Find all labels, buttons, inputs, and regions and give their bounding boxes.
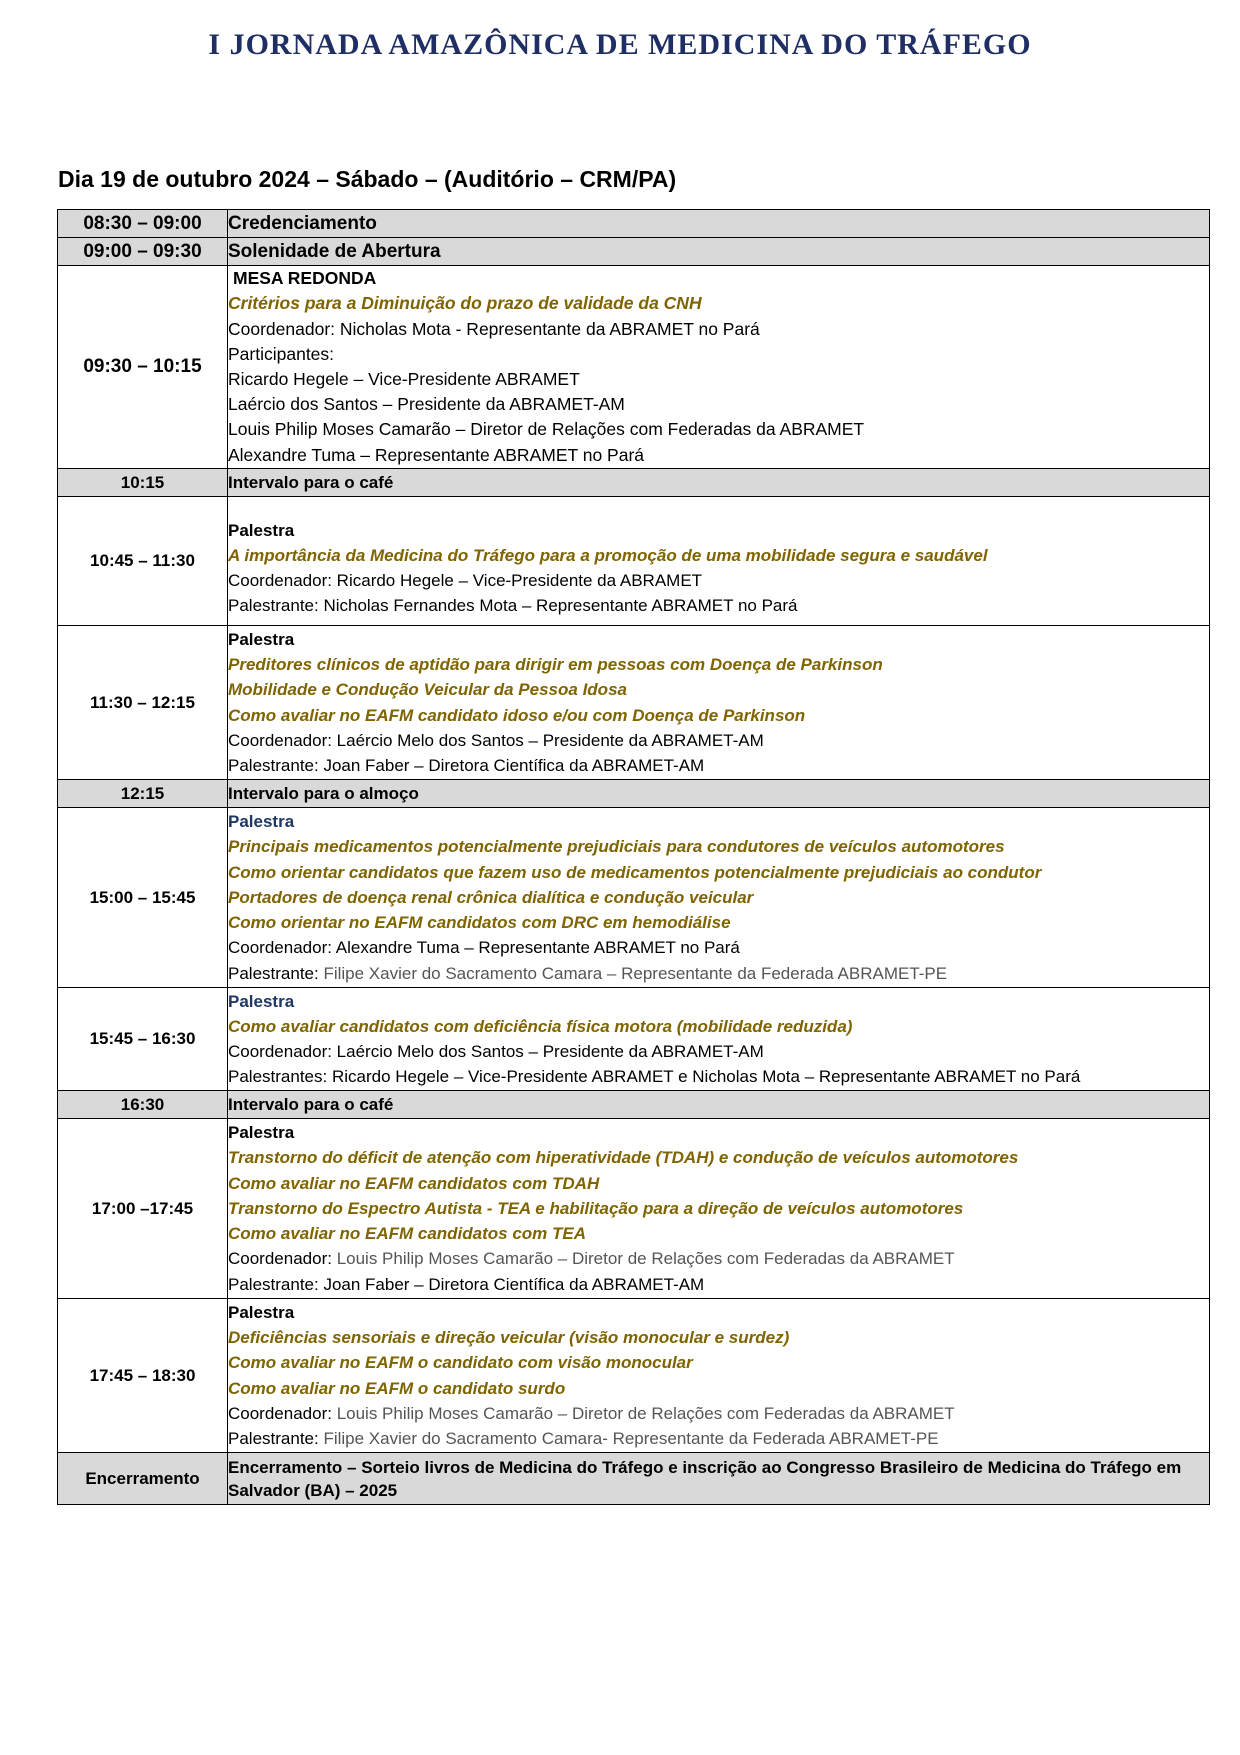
speaker-name: Filipe Xavier do Sacramento Camara – Representante da Federada ABRAMET-PE bbox=[318, 963, 948, 983]
time-cell: 08:30 – 09:00 bbox=[58, 210, 228, 238]
session-kind: Palestra bbox=[228, 1302, 295, 1322]
coordinator: Coordenador: Nicholas Mota - Representante da ABRAMET no Pará bbox=[228, 318, 760, 339]
speaker: Palestrante: Joan Faber – Diretora Científica da ABRAMET-AM bbox=[228, 1274, 705, 1294]
session-cell bbox=[228, 808, 1210, 988]
speaker-label: Palestrante: bbox=[228, 963, 319, 983]
session-topic: Como avaliar candidatos com deficiência física motora (mobilidade reduzida) bbox=[228, 1016, 853, 1036]
session-topic: Como avaliar no EAFM candidatos com TDAH bbox=[228, 1173, 600, 1193]
participants-label: Participantes: bbox=[228, 343, 335, 364]
session-title: Solenidade de Abertura bbox=[228, 238, 1210, 266]
session-topic: A importância da Medicina do Tráfego para a promoção de uma mobilidade segura e saudável bbox=[228, 545, 988, 565]
document-title: I JORNADA AMAZÔNICA DE MEDICINA DO TRÁFEGO bbox=[208, 28, 1032, 61]
session-topic: Transtorno do déficit de atenção com hiperatividade (TDAH) e condução de veículos automotores bbox=[228, 1148, 1019, 1168]
coordinator-name: Louis Philip Moses Camarão – Diretor de Relações com Federadas da ABRAMET bbox=[331, 1403, 955, 1423]
session-title: Intervalo para o café bbox=[228, 1091, 1210, 1119]
session-cell bbox=[228, 1119, 1210, 1299]
time-cell: 09:00 – 09:30 bbox=[58, 238, 228, 266]
speaker: Palestrante: Nicholas Fernandes Mota – Representante ABRAMET no Pará bbox=[228, 596, 798, 616]
session-cell bbox=[228, 497, 1210, 626]
session-topic: Transtorno do Espectro Autista - TEA e habilitação para a direção de veículos automotores bbox=[228, 1198, 964, 1218]
schedule-row bbox=[58, 238, 1210, 266]
session-topic: Como orientar candidatos que fazem uso de medicamentos potencialmente prejudiciais ao condutor bbox=[228, 862, 1042, 882]
schedule-row bbox=[58, 1453, 1210, 1505]
day-heading: Dia 19 de outubro 2024 – Sábado – (Auditório – CRM/PA) bbox=[58, 166, 677, 192]
schedule-row bbox=[58, 469, 1210, 497]
session-kind: Palestra bbox=[228, 629, 295, 649]
time-cell: 11:30 – 12:15 bbox=[58, 626, 228, 780]
session-kind: MESA REDONDA bbox=[233, 268, 377, 289]
time-cell: 15:45 – 16:30 bbox=[58, 988, 228, 1091]
time-cell: 09:30 – 10:15 bbox=[58, 266, 228, 469]
schedule-row bbox=[58, 988, 1210, 1091]
schedule-row bbox=[58, 808, 1210, 988]
time-cell: 15:00 – 15:45 bbox=[58, 808, 228, 988]
coordinator bbox=[228, 1401, 1209, 1426]
session-topic: Deficiências sensoriais e direção veicular (visão monocular e surdez) bbox=[228, 1328, 790, 1348]
session-topic: Critérios para a Diminuição do prazo de validade da CNH bbox=[228, 293, 702, 314]
coordinator-name: Louis Philip Moses Camarão – Diretor de Relações com Federadas da ABRAMET bbox=[331, 1249, 955, 1269]
speaker: Palestrante: Joan Faber – Diretora Científica da ABRAMET-AM bbox=[228, 755, 705, 775]
coordinator-label: Coordenador: bbox=[228, 1249, 332, 1269]
coordinator: Coordenador: Laércio Melo dos Santos – Presidente da ABRAMET-AM bbox=[228, 730, 764, 750]
time-cell: 17:00 –17:45 bbox=[58, 1119, 228, 1299]
session-title: Intervalo para o almoço bbox=[228, 780, 1210, 808]
schedule-row bbox=[58, 1091, 1210, 1119]
session-kind: Palestra bbox=[228, 520, 295, 540]
speaker-label: Palestrante: bbox=[228, 1428, 319, 1448]
session-topic: Portadores de doença renal crônica dialítica e condução veicular bbox=[228, 887, 754, 907]
session-kind: Palestra bbox=[228, 812, 295, 832]
schedule-row bbox=[58, 780, 1210, 808]
time-cell: 12:15 bbox=[58, 780, 228, 808]
session-kind: Palestra bbox=[228, 1123, 295, 1143]
session-topic: Como orientar no EAFM candidatos com DRC em hemodiálise bbox=[228, 913, 731, 933]
time-cell: 10:45 – 11:30 bbox=[58, 497, 228, 626]
schedule-row bbox=[58, 1119, 1210, 1299]
coordinator: Coordenador: Ricardo Hegele – Vice-Presidente da ABRAMET bbox=[228, 571, 703, 590]
session-topic: Preditores clínicos de aptidão para dirigir em pessoas com Doença de Parkinson bbox=[228, 655, 883, 675]
session-cell bbox=[228, 988, 1210, 1091]
session-topic: Principais medicamentos potencialmente prejudiciais para condutores de veículos automotores bbox=[228, 837, 1005, 857]
schedule-row bbox=[58, 266, 1210, 469]
time-cell: Encerramento bbox=[58, 1453, 228, 1505]
coordinator: Coordenador: Alexandre Tuma – Representante ABRAMET no Pará bbox=[228, 938, 740, 958]
participant: Ricardo Hegele – Vice-Presidente ABRAMET bbox=[228, 369, 580, 389]
coordinator-label: Coordenador: bbox=[228, 1403, 332, 1423]
session-kind: Palestra bbox=[228, 991, 295, 1011]
coordinator: Coordenador: Laércio Melo dos Santos – Presidente da ABRAMET-AM bbox=[228, 1042, 764, 1061]
session-topic: Como avaliar no EAFM o candidato surdo bbox=[228, 1378, 566, 1398]
session-title: Encerramento – Sorteio livros de Medicina do Tráfego e inscrição ao Congresso Brasileiro de Medicina do Tráfego em Salvador (BA) – 2025 bbox=[228, 1453, 1210, 1505]
session-title: Credenciamento bbox=[228, 210, 1210, 238]
participant: Laércio dos Santos – Presidente da ABRAMET-AM bbox=[228, 394, 625, 415]
time-cell: 16:30 bbox=[58, 1091, 228, 1119]
session-topic: Como avaliar no EAFM candidatos com TEA bbox=[228, 1224, 587, 1244]
coordinator bbox=[228, 1246, 1209, 1271]
session-cell bbox=[228, 626, 1210, 780]
time-cell: 17:45 – 18:30 bbox=[58, 1299, 228, 1453]
session-topic: Mobilidade e Condução Veicular da Pessoa Idosa bbox=[228, 680, 627, 700]
session-cell bbox=[228, 266, 1210, 469]
participant: Alexandre Tuma – Representante ABRAMET no Pará bbox=[228, 444, 645, 465]
session-cell bbox=[228, 1299, 1210, 1453]
time-cell: 10:15 bbox=[58, 469, 228, 497]
schedule-row bbox=[58, 497, 1210, 626]
schedule-row bbox=[58, 210, 1210, 238]
participant: Louis Philip Moses Camarão – Diretor de Relações com Federadas da ABRAMET bbox=[228, 419, 865, 440]
schedule-row bbox=[58, 1299, 1210, 1453]
speaker-name: Filipe Xavier do Sacramento Camara- Representante da Federada ABRAMET-PE bbox=[318, 1428, 939, 1448]
speaker bbox=[228, 961, 1209, 986]
speaker: Palestrantes: Ricardo Hegele – Vice-Presidente ABRAMET e Nicholas Mota – Representante ABRAMET no Pará bbox=[228, 1067, 1081, 1087]
schedule-row bbox=[58, 626, 1210, 780]
schedule-table bbox=[57, 209, 1210, 1505]
speaker bbox=[228, 1426, 1209, 1451]
session-topic: Como avaliar no EAFM o candidato com visão monocular bbox=[228, 1353, 693, 1373]
session-topic: Como avaliar no EAFM candidato idoso e/ou com Doença de Parkinson bbox=[228, 705, 806, 725]
session-title: Intervalo para o café bbox=[228, 469, 1210, 497]
